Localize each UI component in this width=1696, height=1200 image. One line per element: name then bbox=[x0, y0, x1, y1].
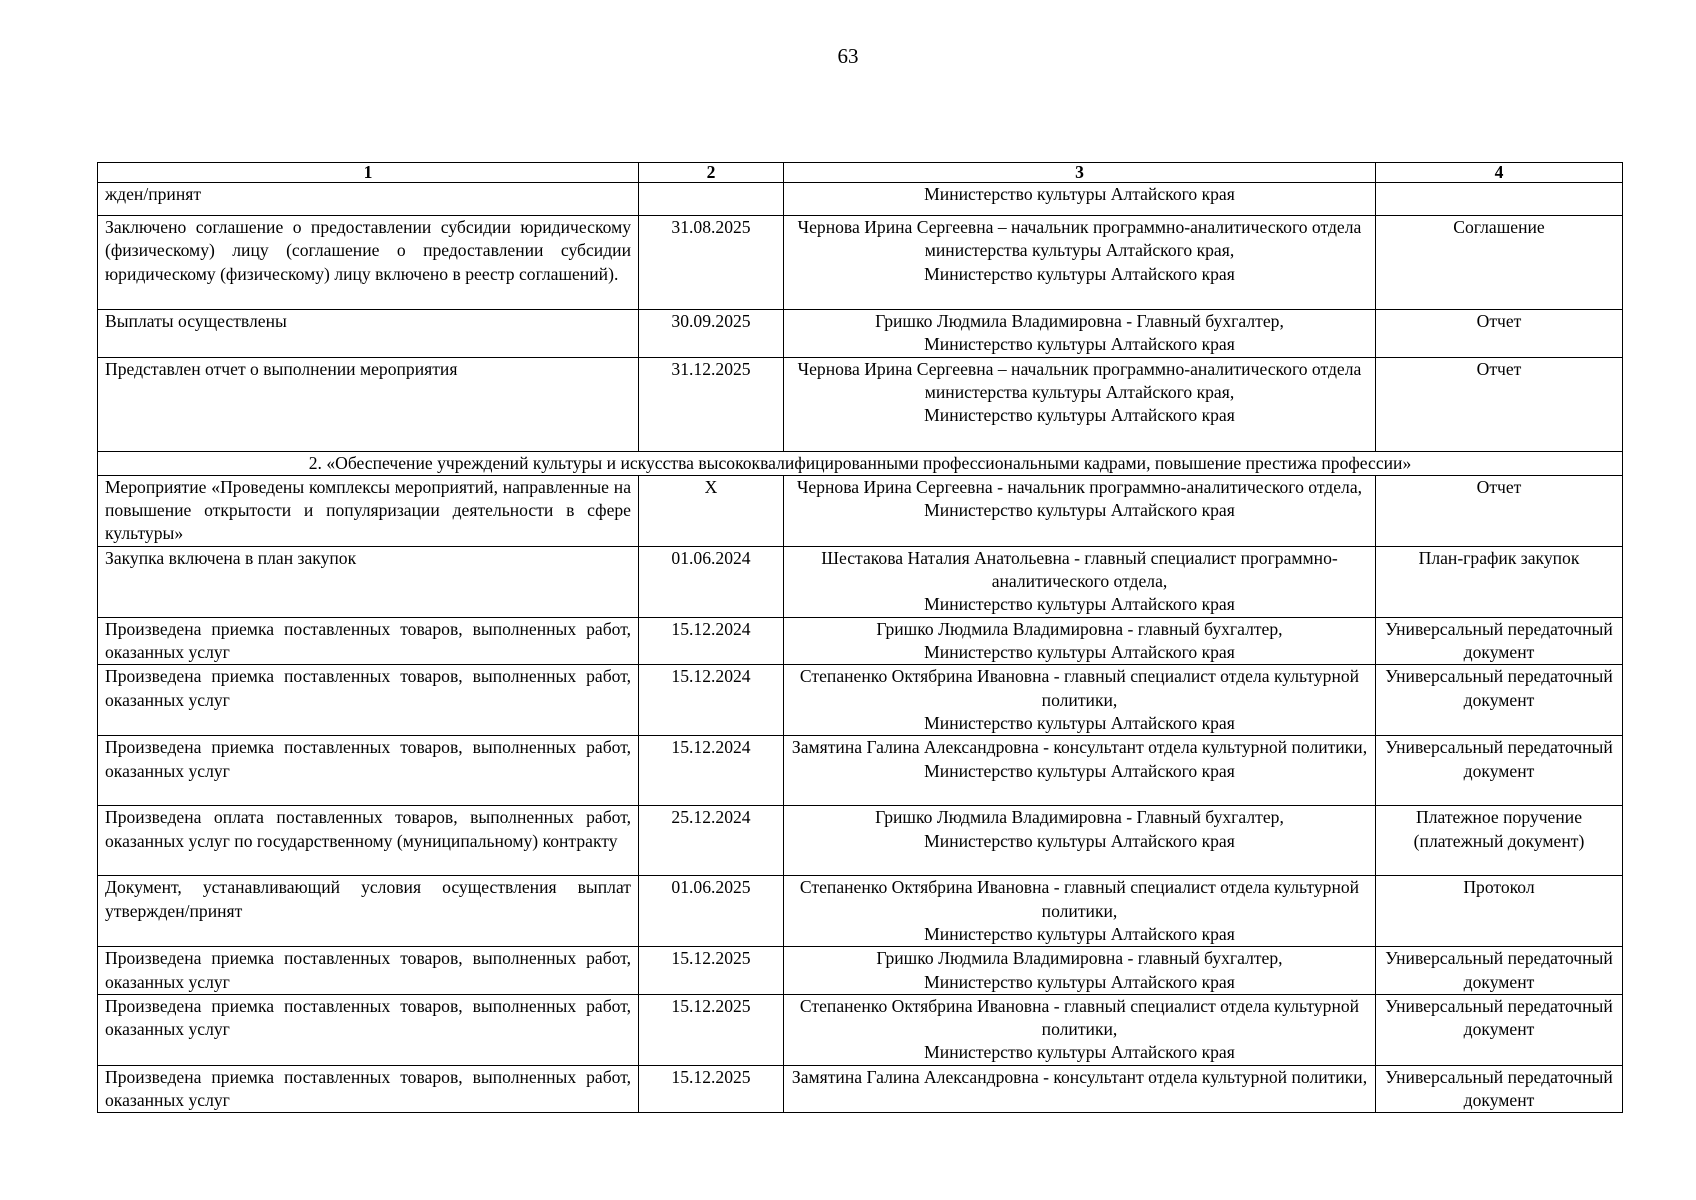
cell-date: 31.08.2025 bbox=[639, 216, 784, 310]
table-row bbox=[98, 216, 1623, 310]
cell-date: 31.12.2025 bbox=[639, 357, 784, 451]
cell-event: Представлен отчет о выполнении мероприятия bbox=[98, 357, 639, 451]
cell-responsible: Замятина Галина Александровна - консультант отдела культурной политики, bbox=[784, 1065, 1376, 1113]
cell-date: 15.12.2025 bbox=[639, 994, 784, 1065]
cell-event: Произведена оплата поставленных товаров, выполненных работ, оказанных услуг по государственному (муниципальному) контракту bbox=[98, 806, 639, 876]
cell-document: Универсальный передаточный документ bbox=[1376, 736, 1623, 806]
col-header-3: 3 bbox=[784, 163, 1376, 183]
cell-responsible: Чернова Ирина Сергеевна – начальник программно-аналитического отдела министерства культуры Алтайского края, Министерство культуры Алтайского края bbox=[784, 357, 1376, 451]
cell-document bbox=[1376, 183, 1623, 216]
table-row bbox=[98, 475, 1623, 546]
cell-date: 01.06.2025 bbox=[639, 876, 784, 947]
section-title: 2. «Обеспечение учреждений культуры и искусства высококвалифицированными профессиональными кадрами, повышение престижа профессии» bbox=[98, 451, 1623, 475]
table-row bbox=[98, 617, 1623, 665]
cell-responsible: Гришко Людмила Владимировна - главный бухгалтер, Министерство культуры Алтайского края bbox=[784, 947, 1376, 995]
cell-event: Произведена приемка поставленных товаров, выполненных работ, оказанных услуг bbox=[98, 947, 639, 995]
cell-responsible: Чернова Ирина Сергеевна - начальник программно-аналитического отдела, Министерство культуры Алтайского края bbox=[784, 475, 1376, 546]
cell-event: Выплаты осуществлены bbox=[98, 310, 639, 358]
col-header-2: 2 bbox=[639, 163, 784, 183]
table-row bbox=[98, 947, 1623, 995]
table-row bbox=[98, 546, 1623, 617]
cell-event: Заключено соглашение о предоставлении субсидии юридическому (физическому) лицу (соглашение о предоставлении субсидии юридическому (физическому) лицу включено в реестр соглашений). bbox=[98, 216, 639, 310]
cell-date: X bbox=[639, 475, 784, 546]
table-row bbox=[98, 357, 1623, 451]
cell-document: Универсальный передаточный документ bbox=[1376, 617, 1623, 665]
table-row bbox=[98, 876, 1623, 947]
cell-event: жден/принят bbox=[98, 183, 639, 216]
cell-responsible: Министерство культуры Алтайского края bbox=[784, 183, 1376, 216]
cell-event: Произведена приемка поставленных товаров, выполненных работ, оказанных услуг bbox=[98, 617, 639, 665]
cell-document: Протокол bbox=[1376, 876, 1623, 947]
cell-document: План-график закупок bbox=[1376, 546, 1623, 617]
cell-responsible: Гришко Людмила Владимировна - Главный бухгалтер, Министерство культуры Алтайского края bbox=[784, 806, 1376, 876]
cell-responsible: Степаненко Октябрина Ивановна - главный специалист отдела культурной политики, Министерство культуры Алтайского края bbox=[784, 994, 1376, 1065]
cell-date: 25.12.2024 bbox=[639, 806, 784, 876]
cell-document: Универсальный передаточный документ bbox=[1376, 994, 1623, 1065]
cell-date: 01.06.2024 bbox=[639, 546, 784, 617]
table-row bbox=[98, 736, 1623, 806]
cell-event: Произведена приемка поставленных товаров, выполненных работ, оказанных услуг bbox=[98, 665, 639, 736]
cell-event: Мероприятие «Проведены комплексы мероприятий, направленные на повышение открытости и популяризации деятельности в сфере культуры» bbox=[98, 475, 639, 546]
cell-responsible: Гришко Людмила Владимировна - главный бухгалтер, Министерство культуры Алтайского края bbox=[784, 617, 1376, 665]
col-header-1: 1 bbox=[98, 163, 639, 183]
cell-date: 30.09.2025 bbox=[639, 310, 784, 358]
table-row bbox=[98, 310, 1623, 358]
cell-date: 15.12.2024 bbox=[639, 665, 784, 736]
cell-responsible: Гришко Людмила Владимировна - Главный бухгалтер, Министерство культуры Алтайского края bbox=[784, 310, 1376, 358]
events-table bbox=[97, 162, 1623, 1113]
cell-document: Универсальный передаточный документ bbox=[1376, 1065, 1623, 1113]
cell-date: 15.12.2025 bbox=[639, 947, 784, 995]
table-row bbox=[98, 183, 1623, 216]
cell-document: Соглашение bbox=[1376, 216, 1623, 310]
cell-document: Отчет bbox=[1376, 475, 1623, 546]
cell-date: 15.12.2024 bbox=[639, 736, 784, 806]
table-row bbox=[98, 806, 1623, 876]
cell-document: Универсальный передаточный документ bbox=[1376, 947, 1623, 995]
cell-event: Произведена приемка поставленных товаров, выполненных работ, оказанных услуг bbox=[98, 994, 639, 1065]
cell-date: 15.12.2025 bbox=[639, 1065, 784, 1113]
col-header-4: 4 bbox=[1376, 163, 1623, 183]
header-row bbox=[98, 163, 1623, 183]
page-number: 63 bbox=[837, 44, 859, 68]
section-row bbox=[98, 451, 1623, 475]
cell-document: Отчет bbox=[1376, 310, 1623, 358]
cell-event: Закупка включена в план закупок bbox=[98, 546, 639, 617]
cell-date bbox=[639, 183, 784, 216]
cell-responsible: Чернова Ирина Сергеевна – начальник программно-аналитического отдела министерства культуры Алтайского края, Министерство культуры Алтайского края bbox=[784, 216, 1376, 310]
cell-document: Универсальный передаточный документ bbox=[1376, 665, 1623, 736]
cell-responsible: Замятина Галина Александровна - консультант отдела культурной политики, Министерство культуры Алтайского края bbox=[784, 736, 1376, 806]
cell-responsible: Степаненко Октябрина Ивановна - главный специалист отдела культурной политики, Министерство культуры Алтайского края bbox=[784, 665, 1376, 736]
cell-responsible: Шестакова Наталия Анатольевна - главный специалист программно-аналитического отдела, Министерство культуры Алтайского края bbox=[784, 546, 1376, 617]
cell-event: Произведена приемка поставленных товаров, выполненных работ, оказанных услуг bbox=[98, 1065, 639, 1113]
cell-event: Документ, устанавливающий условия осуществления выплат утвержден/принят bbox=[98, 876, 639, 947]
cell-document: Платежное поручение (платежный документ) bbox=[1376, 806, 1623, 876]
cell-date: 15.12.2024 bbox=[639, 617, 784, 665]
table-row bbox=[98, 994, 1623, 1065]
cell-document: Отчет bbox=[1376, 357, 1623, 451]
table-row bbox=[98, 665, 1623, 736]
cell-responsible: Степаненко Октябрина Ивановна - главный специалист отдела культурной политики, Министерство культуры Алтайского края bbox=[784, 876, 1376, 947]
table-row bbox=[98, 1065, 1623, 1113]
cell-event: Произведена приемка поставленных товаров, выполненных работ, оказанных услуг bbox=[98, 736, 639, 806]
